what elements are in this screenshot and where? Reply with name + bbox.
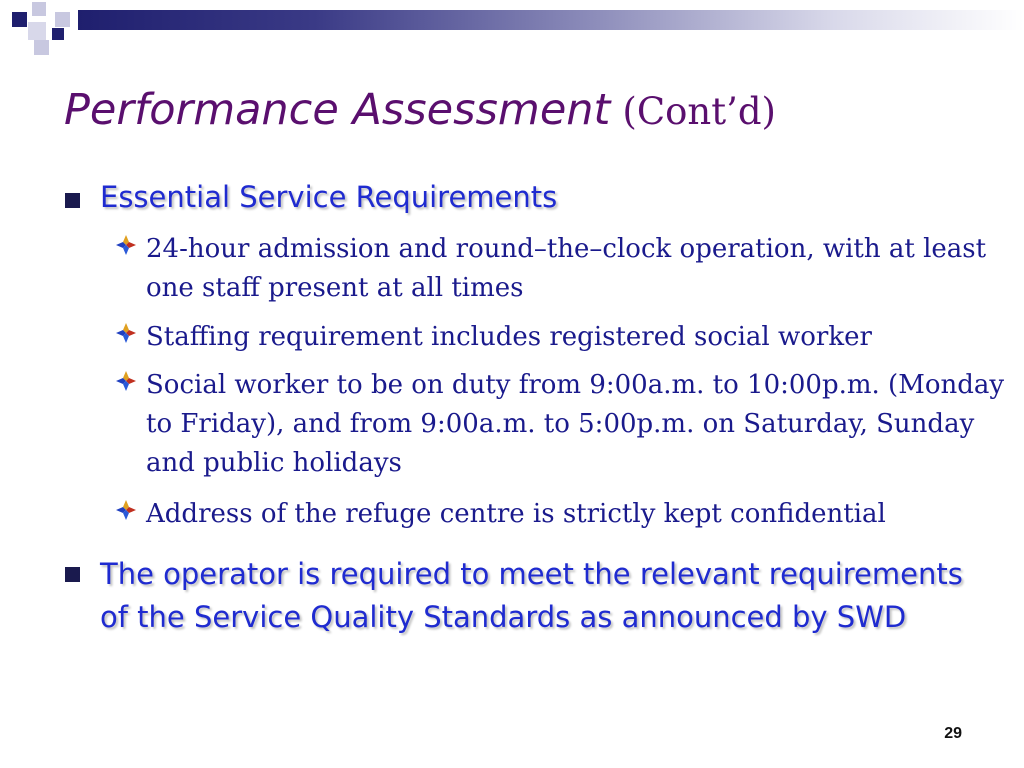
decor-square xyxy=(34,40,49,55)
decor-square xyxy=(52,28,64,40)
slide-title-sub: (Cont’d) xyxy=(622,90,776,133)
page-number: 29 xyxy=(944,725,962,742)
slide-title-main: Performance Assessment xyxy=(64,85,611,135)
header-decoration xyxy=(0,0,1024,60)
square-bullet-icon xyxy=(65,567,80,582)
sub-item-text: Address of the refuge centre is strictly kept confidential xyxy=(146,499,886,529)
sub-item-text: Social worker to be on duty from 9:00a.m. to 10:00p.m. (Monday to Friday), and from 9:00a.m. to 5:00p.m. on Saturday, Sunday and public holidays xyxy=(146,370,1005,478)
decor-square xyxy=(32,2,46,16)
header-gradient-bar xyxy=(78,10,1024,30)
sub-item-text: Staffing requirement includes registered social worker xyxy=(146,322,872,352)
diamond-arrow-bullet-icon xyxy=(115,499,137,521)
sub-item-text: 24-hour admission and round–the–clock operation, with at least one staff present at all times xyxy=(146,234,987,303)
decor-square xyxy=(28,22,46,40)
diamond-arrow-bullet-icon xyxy=(115,322,137,344)
decor-square xyxy=(12,12,27,27)
diamond-arrow-bullet-icon xyxy=(115,370,137,392)
decor-square xyxy=(55,12,70,27)
bullet-text: Essential Service Requirements xyxy=(100,180,558,214)
square-bullet-icon xyxy=(65,193,80,208)
slide-title xyxy=(64,85,1004,155)
bullet-text: The operator is required to meet the relevant requirements of the Service Quality Standards as announced by SWD xyxy=(100,557,963,634)
diamond-arrow-bullet-icon xyxy=(115,234,137,256)
